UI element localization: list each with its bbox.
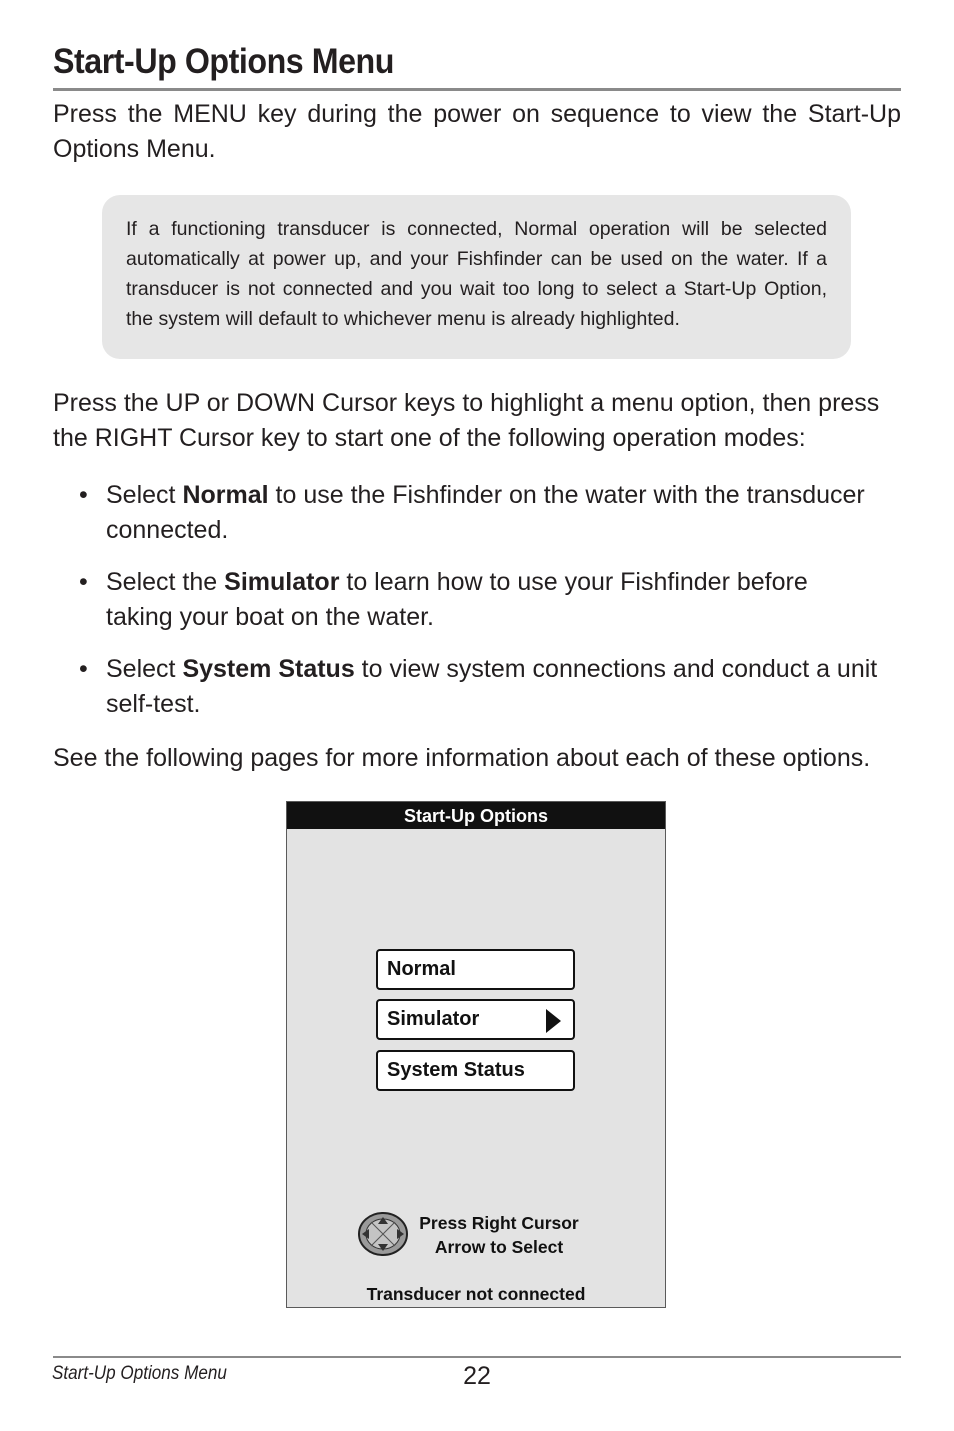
- bullet-icon: •: [79, 568, 88, 596]
- instructions-paragraph: Press the UP or DOWN Cursor keys to highlight a menu option, then press the RIGHT Cursor key to start one of the following operation modes:: [53, 389, 880, 452]
- bullet-suffix: to use the Fishfinder on the water with the transducer connected.: [106, 481, 865, 544]
- bullet-prefix: Select: [106, 481, 183, 509]
- bullet-icon: •: [79, 655, 88, 683]
- closing-paragraph: See the following pages for more information about each of these options.: [53, 744, 871, 772]
- operation-modes-list: [79, 478, 879, 739]
- page-title: Start-Up Options Menu: [53, 42, 394, 81]
- system-status-option-label: System Status: [387, 1059, 525, 1081]
- intro-paragraph: Press the MENU key during the power on sequence to view the Start-Up Options Menu.: [53, 100, 901, 163]
- simulator-option-button[interactable]: [376, 999, 575, 1040]
- arrow-right-icon: [546, 1009, 561, 1033]
- list-item-normal: [79, 478, 879, 548]
- bullet-bold: Simulator: [224, 568, 340, 596]
- system-status-option-button[interactable]: [376, 1050, 575, 1091]
- title-rule: [53, 88, 901, 91]
- note-box: [102, 195, 851, 359]
- cursor-pad-icon: [357, 1210, 409, 1258]
- select-hint: [409, 1211, 589, 1259]
- list-item-system-status: [79, 652, 879, 722]
- footer-rule: [53, 1356, 901, 1358]
- device-screen: [286, 801, 666, 1308]
- screen-header: Start-Up Options: [287, 802, 665, 829]
- hint-line-2: Arrow to Select: [434, 1237, 564, 1257]
- page-number: 22: [463, 1362, 491, 1390]
- note-text: If a functioning transducer is connected, Normal operation will be selected automatically at power up, and your Fishfinder can be used on the water. If a transducer is not connected and you wait too long to select a Start-Up Option, the system will default to whichever menu is already highlighted.: [126, 218, 827, 330]
- bullet-prefix: Select the: [106, 568, 225, 596]
- list-item-simulator: [79, 565, 879, 635]
- footer-section-title: Start-Up Options Menu: [52, 1363, 227, 1384]
- bullet-prefix: Select: [106, 655, 183, 683]
- normal-option-label: Normal: [387, 958, 456, 980]
- bullet-bold: System Status: [182, 655, 355, 683]
- bullet-icon: •: [79, 481, 88, 509]
- transducer-status: Transducer not connected: [366, 1284, 586, 1304]
- hint-line-1: Press Right Cursor: [419, 1213, 579, 1233]
- bullet-suffix: to learn how to use your Fishfinder before taking your boat on the water.: [106, 568, 808, 631]
- bullet-bold: Normal: [182, 481, 269, 509]
- bullet-suffix: to view system connections and conduct a unit self-test.: [106, 655, 878, 718]
- normal-option-button[interactable]: [376, 949, 575, 990]
- simulator-option-label: Simulator: [387, 1008, 480, 1030]
